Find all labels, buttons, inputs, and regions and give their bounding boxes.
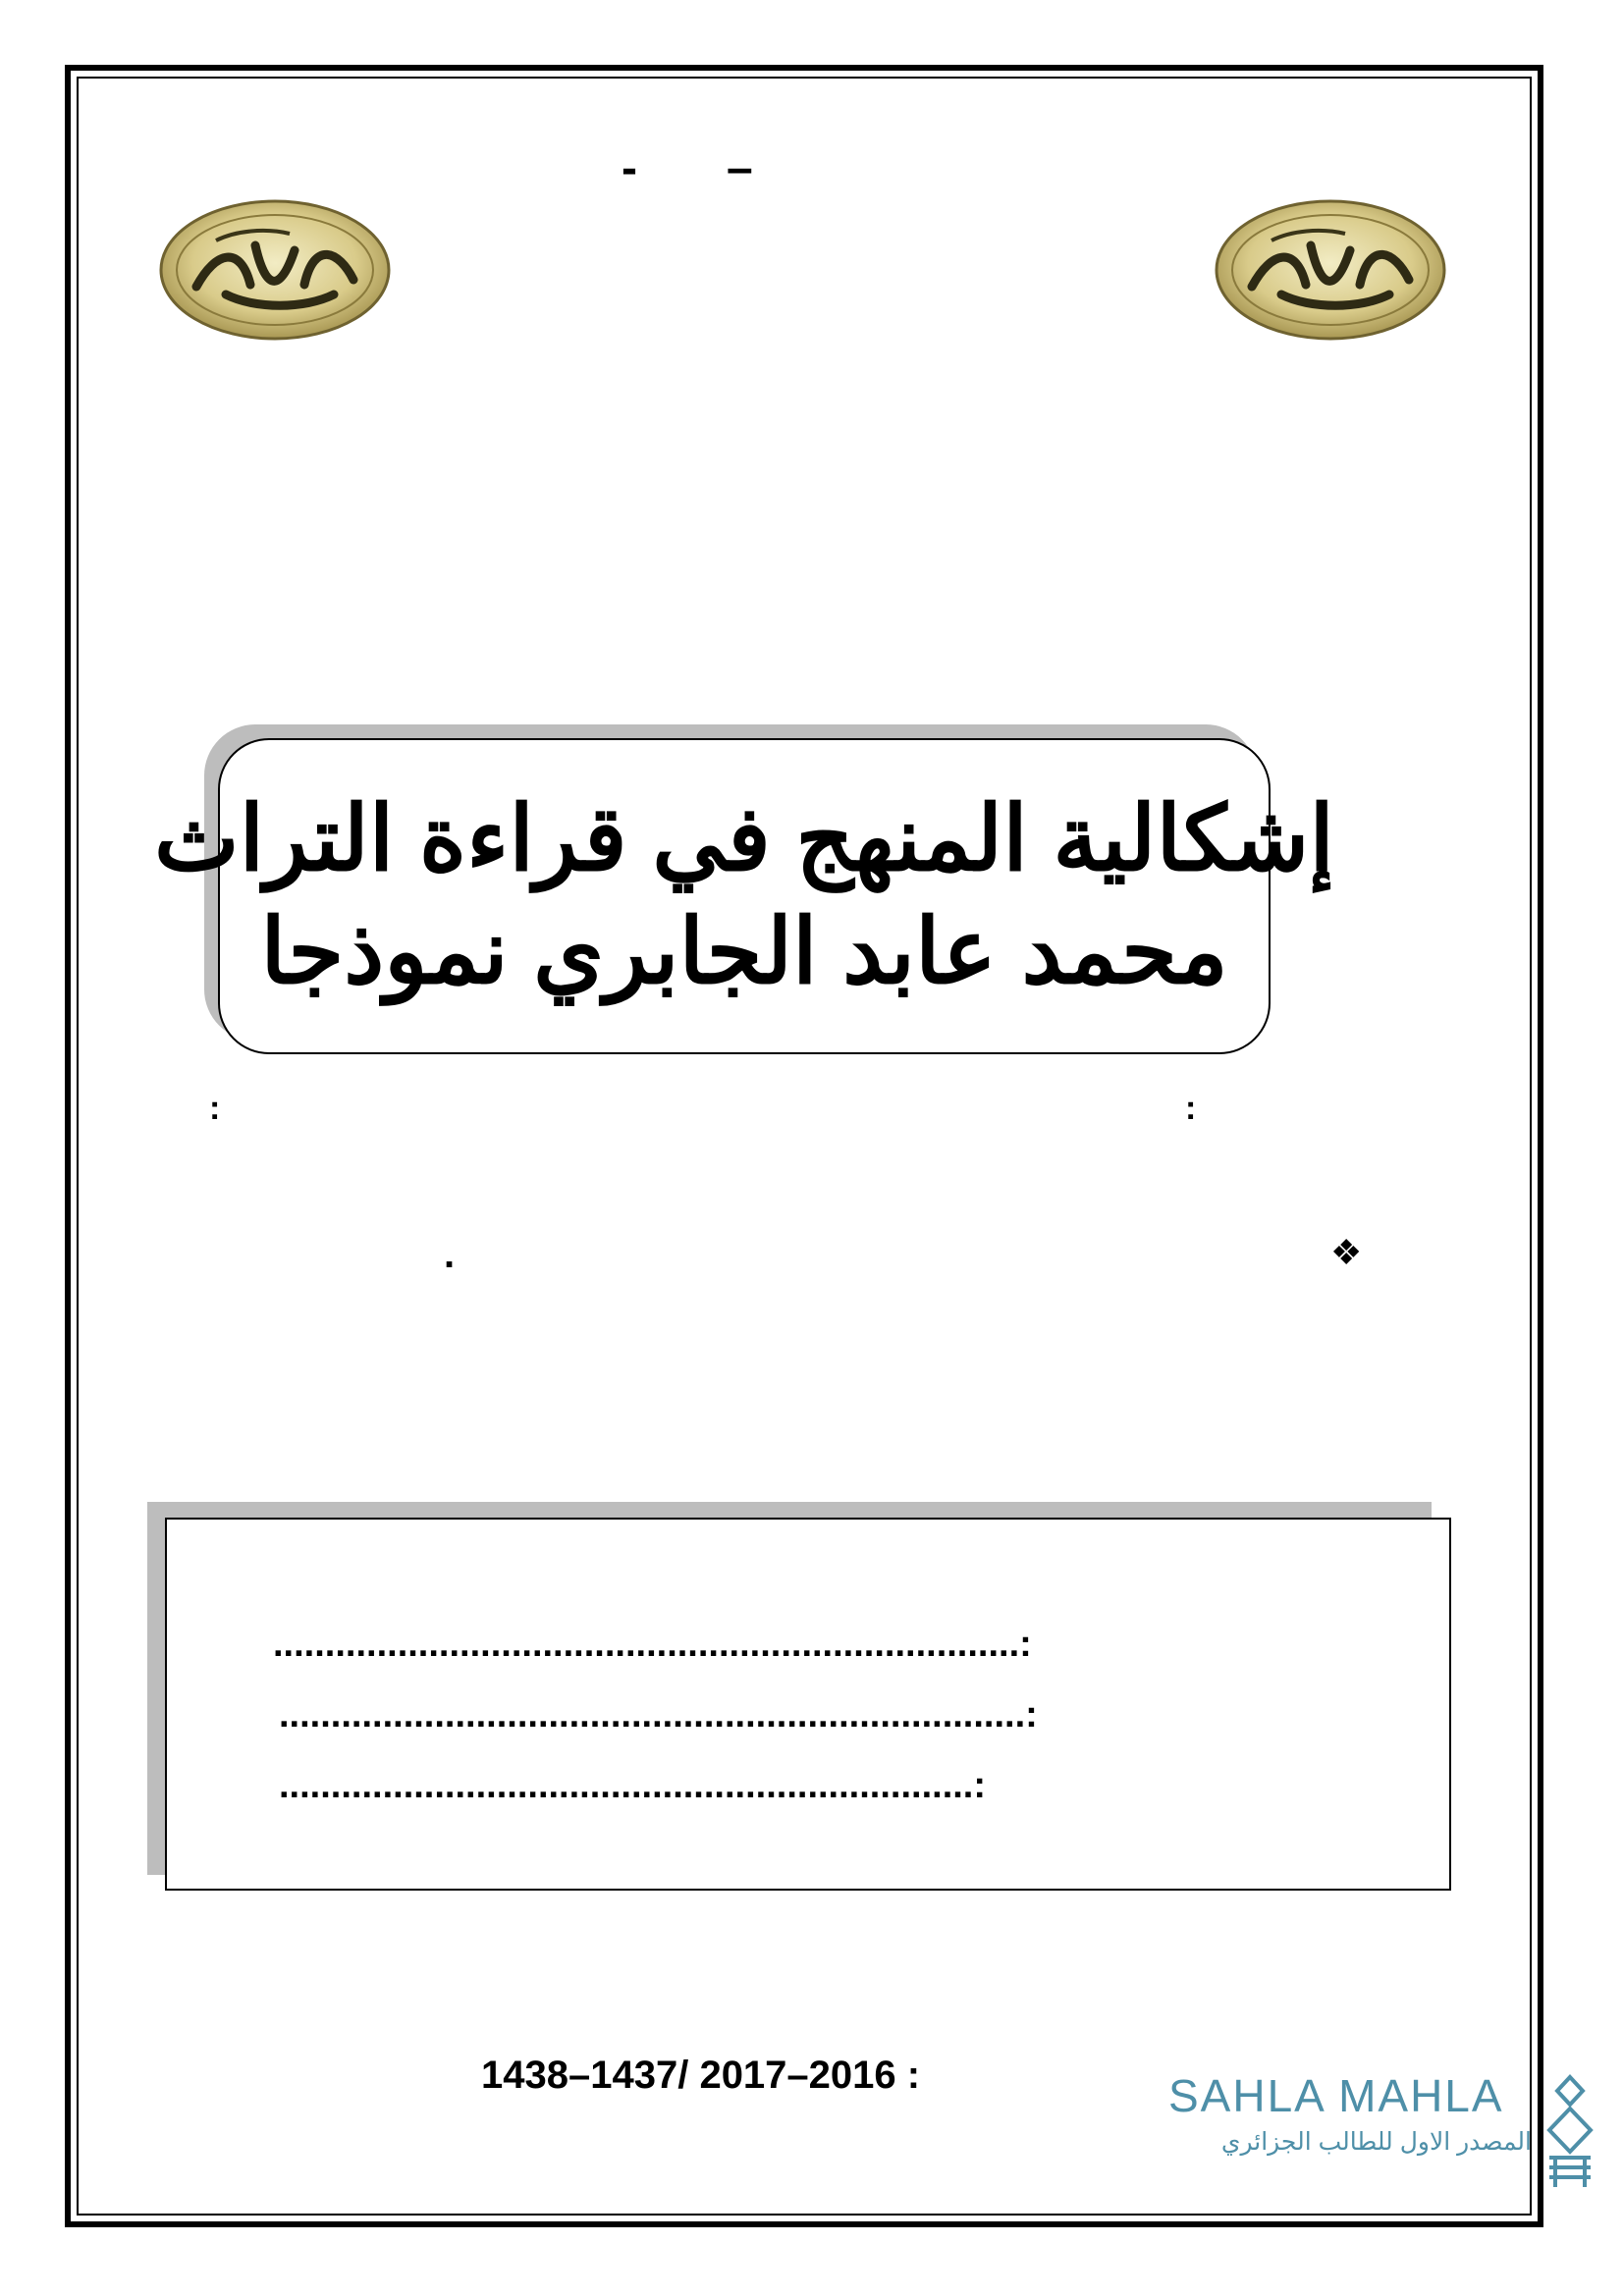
field-colon-right: : <box>1185 1090 1197 1127</box>
title-line-1: إشكالية المنهج في قراءة التراث <box>154 789 1334 889</box>
university-emblem-right-icon <box>1213 196 1448 344</box>
academic-year: 1438–1437/ 2017–2016 : <box>481 2054 921 2097</box>
title-box <box>154 738 1334 1054</box>
page-border-inner <box>77 77 1532 2216</box>
university-emblem-left-icon <box>157 196 393 344</box>
header-dash-left: - <box>622 142 637 194</box>
bullet-period: . <box>444 1233 456 1276</box>
bullet-diamond-icon: ❖ <box>1330 1232 1363 1272</box>
info-line-3: ...................................................................: <box>279 1767 987 1804</box>
field-colon-left: : <box>209 1090 221 1127</box>
info-line-1: ........................................................................: <box>273 1626 1032 1663</box>
header-dash-right: – <box>727 142 753 194</box>
title-line-2: محمد عابد الجابري نموذجا <box>260 902 1228 1002</box>
info-box <box>165 1518 1451 1891</box>
watermark-name: SAHLA MAHLA <box>1168 2070 1504 2121</box>
sahla-mahla-watermark <box>1168 2070 1600 2211</box>
watermark-tagline: المصدر الاول للطالب الجزائري <box>1220 2128 1532 2156</box>
sahla-mahla-logo-icon <box>1540 2073 1600 2191</box>
info-line-2: ........................................................................: <box>279 1696 1038 1734</box>
